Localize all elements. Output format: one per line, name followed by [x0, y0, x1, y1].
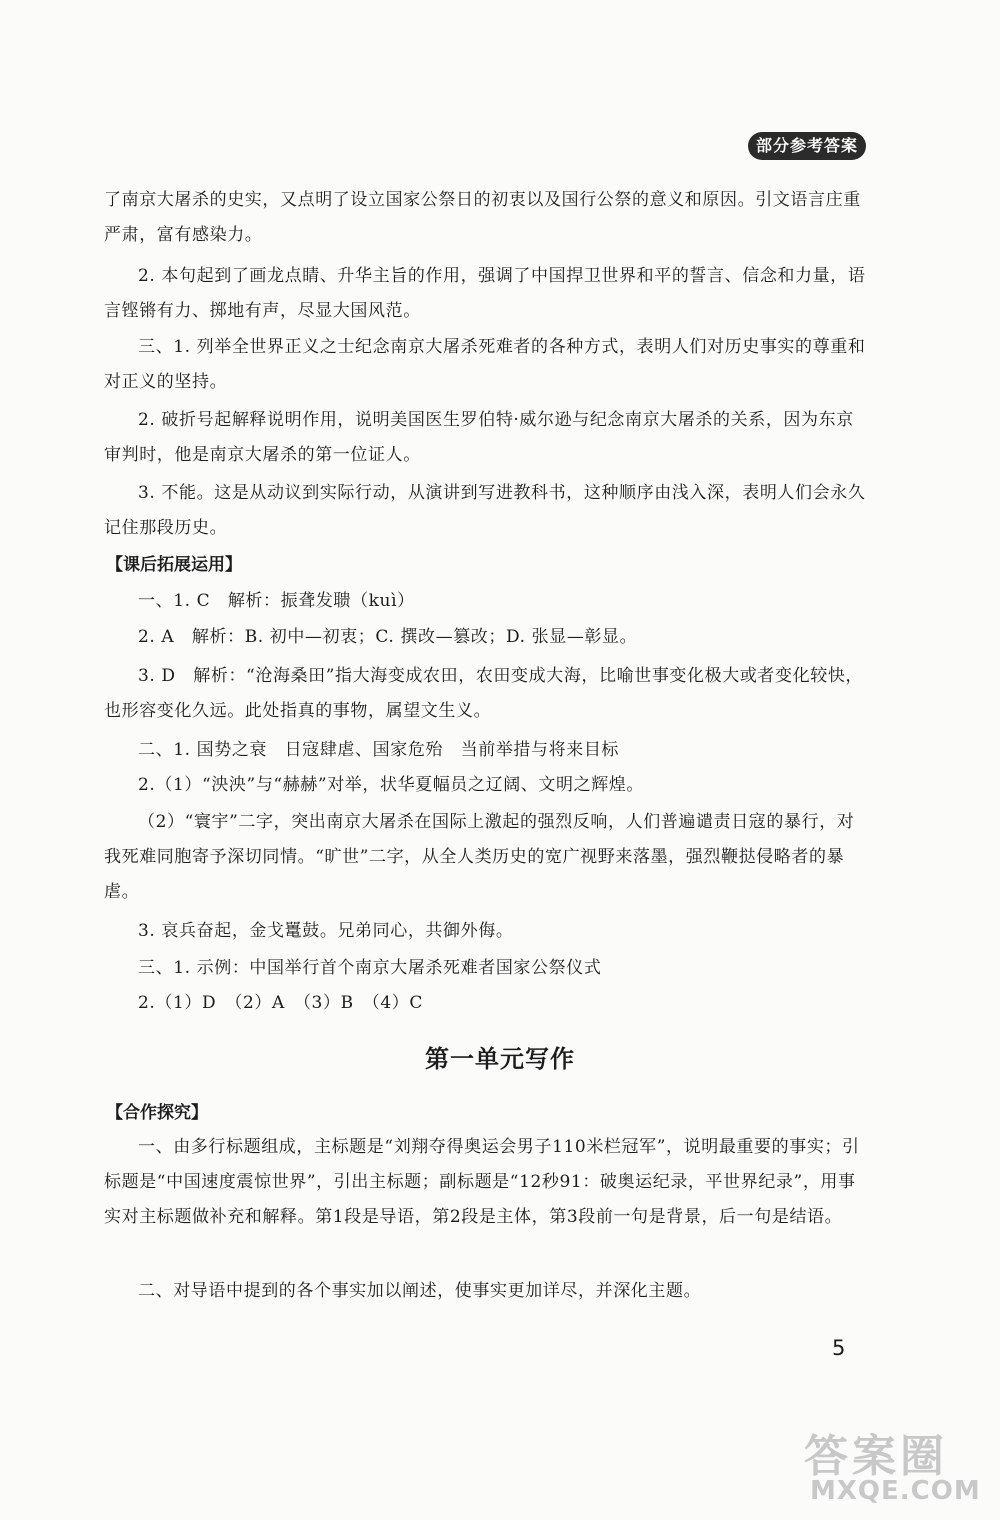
paragraph: 一、1. C 解析：振聋发聩（kuì） [138, 591, 415, 611]
unit-title: 第一单元写作 [425, 1045, 575, 1073]
paragraph: 3. D 解析：“沧海桑田”指大海变成农田，农田变成大海，比喻世事变化极大或者变化较快，也形容变化久远。此处指真的事物，属望文生义。 [104, 666, 864, 721]
paragraph: 2.（1）D （2）A （3）B （4）C [138, 993, 423, 1013]
paragraph: 二、对导语中提到的各个事实加以阐述，使事实更加详尽，并深化主题。 [138, 1281, 702, 1301]
paragraph: （2）“寰宇”二字，突出南京大屠杀在国际上激起的强烈反响，人们普遍谴责日寇的暴行，对我死难同胞寄予深切同情。“旷世”二字，从全人类历史的宽广视野来落墨，强烈鞭挞侵略者的暴虐。 [104, 812, 855, 902]
paragraph: 2. 本句起到了画龙点睛、升华主旨的作用，强调了中国捍卫世界和平的誓言、信念和力量，语言铿锵有力、掷地有声，尽显大国风范。 [104, 266, 866, 321]
paragraph: 2. A 解析：B. 初中—初衷；C. 撰改—篡改；D. 张显—彰显。 [138, 627, 638, 647]
paragraph: 一、由多行标题组成，主标题是“刘翔夺得奥运会男子110米栏冠军”，说明最重要的事实；引标题是“中国速度震惊世界”，引出主标题；副标题是“12秒91：破奥运纪录，平世界纪录”，用事实对主标题做补充和解释。第1段是导语，第2段是主体，第3段前一句是背景，后一句是结语。 [104, 1137, 860, 1227]
paragraph: 三、1. 列举全世界正义之士纪念南京大屠杀死难者的各种方式，表明人们对历史事实的尊重和对正义的坚持。 [104, 337, 866, 392]
section-heading: 【合作探究】 [106, 1103, 208, 1123]
paragraph: 3. 不能。这是从动议到实际行动，从演讲到写进教科书，这种顺序由浅入深，表明人们会永久记住那段历史。 [104, 483, 866, 538]
paragraph: 三、1. 示例：中国举行首个南京大屠杀死难者国家公祭仪式 [138, 958, 602, 978]
section-badge: 部分参考答案 [748, 132, 866, 160]
paragraph: 2.（1）“泱泱”与“赫赫”对举，状华夏幅员之辽阔、文明之辉煌。 [138, 775, 644, 795]
watermark-bottom-text: MXQE.COM [810, 1476, 981, 1506]
paragraph: 3. 哀兵奋起，金戈鼍鼓。兄弟同心，共御外侮。 [138, 921, 514, 941]
paragraph: 二、1. 国势之衰 日寇肆虐、国家危殆 当前举措与将来目标 [138, 740, 620, 760]
watermark-logo [794, 1420, 984, 1512]
watermark-top-text: 答案圈 [804, 1431, 948, 1482]
paragraph: 2. 破折号起解释说明作用，说明美国医生罗伯特·威尔逊与纪念南京大屠杀的关系，因为东京审判时，他是南京大屠杀的第一位证人。 [104, 410, 854, 465]
page-number: 5 [832, 1336, 846, 1360]
paragraph: 了南京大屠杀的史实，又点明了设立国家公祭日的初衷以及国行公祭的意义和原因。引文语言庄重严肃，富有感染力。 [104, 190, 861, 245]
section-heading: 【课后拓展运用】 [106, 555, 242, 575]
